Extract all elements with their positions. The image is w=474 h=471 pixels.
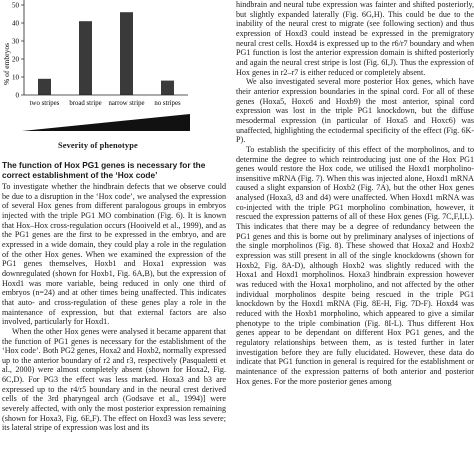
body-paragraph: We also investigated several more posterior Hox genes, which have their anterior expression boundaries in the spinal cord. For all of these genes (Hoxa5, Hoxc6 and Hoxb9) the most anterior, spinal cord expression was lost in the triple PG1 knockdown, but the diffuse mesodermal expression (in particular of Hoxa5 and Hoxc6) was unaffected, highlighting the ectodermal specificity of the effect (Fig. 6K-P). (236, 77, 474, 145)
y-axis-label: % of embryos (2, 42, 11, 86)
x-tick-label: no stripes (154, 100, 181, 107)
x-tick-label: two stripes (29, 100, 60, 107)
body-paragraph: To establish the specificity of this effect of the morpholinos, and to determine the degree to which reintroducing just one of the Hox PG1 genes would restore the Hox code, we utilised the Hoxd1 morpholino-insensitive mRNA (Fig. 7). When this was injected alone, Hoxd1 mRNA caused a slight expansion of Hoxb2 (Fig. 7A), but the other Hox genes analysed (Hoxa3, d3 and d4) were unaffected. When Hoxd1 mRNA was co-injected with the triple PG1 morpholino combination, however, it rescued the expression patterns of all of these Hox genes (Fig. 7C,F,I,L). This indicates that there may be a degree of redundancy between the PG1 genes and this is borne out by preliminary analyses of injections of the single morpholinos (Fig. 8). These showed that Hoxa2 and Hoxb2 expression was still present in all of the single knockdowns (shown for Hoxb2, Fig. 8A-D), although Hoxb2 was slightly reduced with the Hoxa1 and Hoxd1 morpholinos. Hoxa3 hindbrain expression however was reduced with the Hoxa1 morpholino, and not affected by the other individual morpholinos despite being rescued in the triple PG1 knockdown by the Hoxd1 mRNA (Fig. 8E-H, Fig. 7D-F). Hoxd4 was reduced with the Hoxb1 morpholino, which appeared to give a similar phenotype to the triple combination (Fig. 8I-L). Thus different Hox genes appear to be dependant on different Hox PG1 genes, and the regulatory relationships between them, as is tested further in later investigation before they are fully elucidated. However, these data do indicate that PG1 function in general is required for the establishment or maintenance of the expression patterns of both anterior and posterior Hox genes. For the more posterior genes among (236, 144, 474, 386)
body-paragraph: hindbrain and neural tube expression was fainter and shifted posteriorly, but slightly expanded laterally (Fig. 6G,H). This could be due to the inability of the neural crest to migrate (see following section) and thus expression of Hoxd3 could instead be expressed in the premigratory neural crest cells. Hoxd4 is expressed up to the r6/r7 boundary and when PG1 function is lost the anterior expression domain is shifted posteriorly and again the neural crest stripe is lost (Fig. 6I,J). Thus the expression of Hox genes in r2–r7 is either reduced or completely absent. (236, 0, 474, 77)
bar-broad-stripe (79, 21, 92, 95)
figure-panel (0, 0, 228, 150)
severity-wedge (22, 114, 190, 131)
chart-bars (38, 12, 174, 95)
y-tick-label: 10 (12, 73, 19, 82)
left-column (0, 0, 228, 433)
bar-no-stripes (161, 81, 174, 95)
y-tick-label: 30 (12, 37, 19, 46)
right-column (236, 0, 474, 386)
x-tick-label: broad stripe (69, 100, 102, 107)
bar-narrow-stripe (120, 12, 133, 95)
body-paragraph: To investigate whether the hindbrain defects that we observe could be due to a disruption in the ‘Hox code’, we analysed the expression of several Hox genes from different paralogous groups in embryos injected with the triple PG1 MO combination (Fig. 6). It is known that Hox–Hox cross-regulation occurs (Hooiveld et al., 1999), and as the PG1 genes are the first to be expressed in the embryo, and are expressed in a wide domain, they could play a role in the regulation of the other Hox genes. When we examined the expression of the PG1 genes themselves, Hoxb1 and Hoxa1 expression was downregulated (shown for Hoxb1, Fig. 6A,B), but the expression of Hoxd1 was more variable, being reduced in only one third of embryos (n=24) and at other times being unaffected. This indicates that auto- and cross-regulation of these genes play a role in the maintenance of expression, but that external factors are also involved, particularly for Hoxd1. (2, 182, 226, 327)
body-paragraph: When the other Hox genes were analysed it became apparent that the function of PG1 genes is necessary for the establishment of the ‘Hox code’. Both PG2 genes, Hoxa2 and Hoxb2, normally expressed up to the anterior boundary of r2 and r3, respectively (Pasqualetti et al., 2000) were almost completely absent (shown for Hoxa2, Fig. 6C,D). For PG3 the effect was less marked. Hoxa3 and b3 are expressed up to the r4/r5 boundary and in the neural crest derived cells of the 3rd pharyngeal arch (Godsave et al., 1994)] were severely affected, with only the most posterior expression remaining (shown for Hoxa3, Fig. 6E,F). The effect on Hoxd3 was less severe; its lateral stripe of expression was lost and its (2, 326, 226, 433)
y-axis-ticks (12, 2, 24, 100)
section-heading: The function of Hox PG1 genes is necessary for the correct establishment of the ‘Hox code’ (2, 160, 206, 180)
y-tick-label: 50 (12, 1, 19, 10)
x-tick-label: narrow stripe (108, 100, 145, 107)
y-tick-label: 40 (12, 19, 19, 28)
bar-two-stripes (38, 79, 51, 95)
severity-label: Severity of phenotype (58, 141, 138, 150)
y-tick-label: 0 (15, 91, 19, 100)
x-axis-ticks (30, 100, 181, 107)
bar-chart (0, 0, 228, 150)
y-tick-label: 20 (12, 55, 19, 64)
